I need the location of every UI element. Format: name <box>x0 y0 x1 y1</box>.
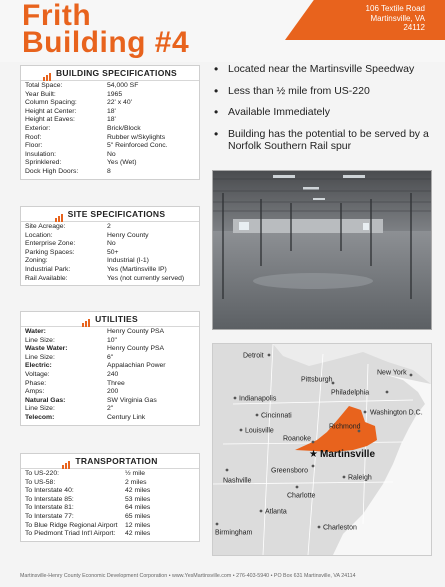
city-marker <box>312 441 315 444</box>
spec-label: Water: <box>25 328 46 335</box>
city-marker <box>318 526 321 529</box>
spec-value: Yes (Martinsville IP) <box>107 265 167 273</box>
spec-value: 8 <box>107 167 111 175</box>
martinsville-label: Martinsville <box>320 449 376 460</box>
star-icon: ★ <box>309 449 318 460</box>
spec-row <box>25 125 195 134</box>
spec-label: Height at Eaves: <box>25 116 75 124</box>
highlights-list <box>214 63 436 162</box>
spec-row <box>25 513 195 522</box>
spec-value: 18' <box>107 116 116 124</box>
spec-value: 2 <box>107 223 111 230</box>
spec-value: 5" Reinforced Conc. <box>107 142 168 150</box>
city-label: Atlanta <box>265 508 287 516</box>
address-zip: 24112 <box>403 23 425 32</box>
spec-row <box>25 414 195 423</box>
spec-value: 12 miles <box>125 521 151 529</box>
bar-chart-icon <box>55 208 64 222</box>
spec-label: Total Space: <box>25 82 63 89</box>
city-label: New York <box>377 369 407 377</box>
city-label: Richmond <box>329 423 361 431</box>
spec-label: Amps: <box>25 388 45 396</box>
city-marker <box>226 469 229 472</box>
spec-label: Telecom: <box>25 413 55 421</box>
city-marker <box>410 374 413 377</box>
city-label: Birmingham <box>215 529 253 537</box>
spec-row <box>25 142 195 151</box>
spec-label: Industrial Park: <box>25 265 71 273</box>
spec-value: Brick/Block <box>107 124 141 132</box>
spec-row <box>25 371 195 380</box>
spec-label: To US-58: <box>25 478 56 486</box>
spec-value: 54,000 SF <box>107 82 139 89</box>
spec-label: Parking Spaces: <box>25 248 75 256</box>
footer: Martinsville-Henry County Economic Development Corporation • www.YesMartinsville.com • 276-403-5940 • PO Box 631 Martinsville, VA 24114 <box>20 573 356 579</box>
spec-value: 1965 <box>107 90 123 98</box>
spec-value: Rubber w/Skylights <box>107 133 166 141</box>
spec-row <box>25 328 195 337</box>
spec-value: Yes (not currently served) <box>107 274 185 282</box>
spec-row <box>25 168 195 177</box>
spec-label: Phase: <box>25 379 47 387</box>
city-label: Raleigh <box>348 474 372 482</box>
spec-label: Floor: <box>25 142 43 150</box>
spec-label: Enterprise Zone: <box>25 240 76 248</box>
spec-label: To Interstate 77: <box>25 512 74 520</box>
bar-chart-icon <box>82 313 91 327</box>
spec-value: Henry County PSA <box>107 345 165 353</box>
city-label: Louisville <box>245 427 274 435</box>
spec-label: To US-220: <box>25 470 60 477</box>
spec-row <box>25 479 195 488</box>
spec-value: Century Link <box>107 413 146 421</box>
spec-value: 2 miles <box>125 478 147 486</box>
spec-label: To Interstate 81: <box>25 504 74 512</box>
spec-value: 53 miles <box>125 495 151 503</box>
spec-row <box>25 388 195 397</box>
city-marker <box>256 414 259 417</box>
transportation-panel <box>20 453 200 542</box>
header <box>0 0 445 62</box>
spec-label: Line Size: <box>25 353 55 361</box>
utilities-panel <box>20 311 200 426</box>
city-label: Philadelphia <box>331 389 370 397</box>
spec-row <box>25 275 195 284</box>
spec-row <box>25 159 195 168</box>
city-label: Nashville <box>223 477 252 485</box>
spec-row <box>25 232 195 241</box>
spec-value: 22' x 40' <box>107 99 132 107</box>
spec-value: Yes (Wet) <box>107 159 137 167</box>
city-label: Washington D.C. <box>370 409 423 417</box>
city-marker <box>260 510 263 513</box>
title-line-1: Frith <box>22 0 92 32</box>
city-label: Pittsburgh <box>301 376 333 384</box>
spec-value: 200 <box>107 388 119 396</box>
spec-row <box>25 487 195 496</box>
address-street: 106 Textile Road <box>365 4 425 13</box>
spec-row <box>25 151 195 160</box>
spec-label: Column Spacing: <box>25 99 77 107</box>
highlight-item: • Less than ½ mile from US-220 <box>214 83 370 98</box>
spec-value: ½ mile <box>125 470 146 477</box>
spec-row <box>25 337 195 346</box>
spec-row <box>25 530 195 539</box>
city-label: Detroit <box>243 352 264 360</box>
regional-map <box>212 343 432 556</box>
spec-value: 10" <box>107 336 117 344</box>
site-specs-heading: SITE SPECIFICATIONS <box>21 207 199 222</box>
spec-value: 18' <box>107 107 116 115</box>
spec-row <box>25 504 195 513</box>
spec-label: Location: <box>25 231 53 239</box>
warehouse-interior-photo <box>212 170 432 330</box>
spec-row <box>25 397 195 406</box>
spec-row <box>25 470 195 479</box>
spec-label: Waste Water: <box>25 345 68 353</box>
city-marker <box>386 391 389 394</box>
spec-label: Line Size: <box>25 336 55 344</box>
spec-value: Henry County <box>107 231 149 239</box>
utilities-list <box>21 327 199 425</box>
highlight-item: • Available Immediately <box>214 105 330 119</box>
city-label: Greensboro <box>271 467 308 475</box>
spec-value: 6" <box>107 353 114 361</box>
spec-label: Zoning: <box>25 257 48 265</box>
spec-row <box>25 240 195 249</box>
spec-row <box>25 266 195 275</box>
city-marker <box>312 465 315 468</box>
city-marker <box>343 476 346 479</box>
spec-label: Rail Available: <box>25 274 68 282</box>
spec-row <box>25 249 195 258</box>
spec-value: Three <box>107 379 125 387</box>
spec-row <box>25 134 195 143</box>
spec-label: Voltage: <box>25 370 50 378</box>
spec-row <box>25 345 195 354</box>
spec-row <box>25 380 195 389</box>
building-specs-heading: BUILDING SPECIFICATIONS <box>21 66 199 81</box>
highlight-item: • Building has the potential to be served by a Norfolk Southern Rail spur <box>214 126 429 152</box>
website-link[interactable]: www.YesMartinsville.com <box>172 573 232 579</box>
spec-value: SW Virginia Gas <box>107 396 157 404</box>
spec-label: Roof: <box>25 133 42 141</box>
spec-value: 65 miles <box>125 512 151 520</box>
spec-label: Sprinklered: <box>25 159 62 167</box>
spec-label: To Piedmont Triad Int'l Airport: <box>25 530 116 538</box>
spec-value: Industrial (I-1) <box>107 257 149 265</box>
spec-row <box>25 116 195 125</box>
spec-row <box>25 362 195 371</box>
utilities-heading: UTILITIES <box>21 312 199 327</box>
spec-value: No <box>107 150 116 158</box>
spec-label: Height at Center: <box>25 107 77 115</box>
spec-row <box>25 91 195 100</box>
city-marker <box>268 354 271 357</box>
address-city: Martinsville, VA <box>370 13 425 23</box>
spec-label: Site Acreage: <box>25 223 66 230</box>
spec-row <box>25 108 195 117</box>
spec-row <box>25 82 195 91</box>
spec-label: To Interstate 40: <box>25 487 74 495</box>
spec-label: To Interstate 85: <box>25 495 74 503</box>
city-marker <box>216 523 219 526</box>
spec-row <box>25 257 195 266</box>
transportation-list <box>21 469 199 541</box>
bar-chart-icon <box>43 67 52 81</box>
transportation-heading: TRANSPORTATION <box>21 454 199 469</box>
city-marker <box>296 486 299 489</box>
spec-value: 2" <box>107 405 114 413</box>
bar-chart-icon <box>62 455 71 469</box>
building-specs-panel <box>20 65 200 180</box>
city-label: Indianapolis <box>239 395 277 403</box>
spec-row <box>25 496 195 505</box>
spec-label: Insulation: <box>25 150 56 158</box>
spec-row <box>25 99 195 108</box>
spec-label: To Blue Ridge Regional Airport <box>25 521 118 529</box>
spec-label: Electric: <box>25 362 52 370</box>
spec-row <box>25 354 195 363</box>
spec-label: Natural Gas: <box>25 396 66 404</box>
spec-value: 50+ <box>107 248 119 256</box>
spec-value: 64 miles <box>125 504 151 512</box>
building-specs-list <box>21 81 199 179</box>
spec-row <box>25 223 195 232</box>
site-specs-panel <box>20 206 200 286</box>
spec-value: 240 <box>107 370 119 378</box>
property-address <box>366 4 425 33</box>
city-label: Charlotte <box>287 492 316 500</box>
spec-row <box>25 522 195 531</box>
spec-label: Line Size: <box>25 405 55 413</box>
city-label: Cincinnati <box>261 412 292 420</box>
site-specs-list <box>21 222 199 285</box>
highlight-item: • Located near the Martinsville Speedway <box>214 62 415 76</box>
city-marker <box>240 429 243 432</box>
city-marker <box>364 411 367 414</box>
city-label: Charleston <box>323 524 357 532</box>
spec-label: Year Built: <box>25 90 56 98</box>
city-label: Roanoke <box>283 435 312 443</box>
spec-value: Appalachian Power <box>107 362 166 370</box>
spec-label: Dock High Doors: <box>25 167 79 175</box>
title-line-2: Building #4 <box>22 26 190 59</box>
city-marker <box>234 397 237 400</box>
spec-row <box>25 405 195 414</box>
spec-label: Exterior: <box>25 124 51 132</box>
spec-value: 42 miles <box>125 487 151 495</box>
spec-value: No <box>107 240 116 248</box>
spec-value: 42 miles <box>125 530 151 538</box>
spec-value: Henry County PSA <box>107 328 165 335</box>
page-title <box>22 0 190 59</box>
